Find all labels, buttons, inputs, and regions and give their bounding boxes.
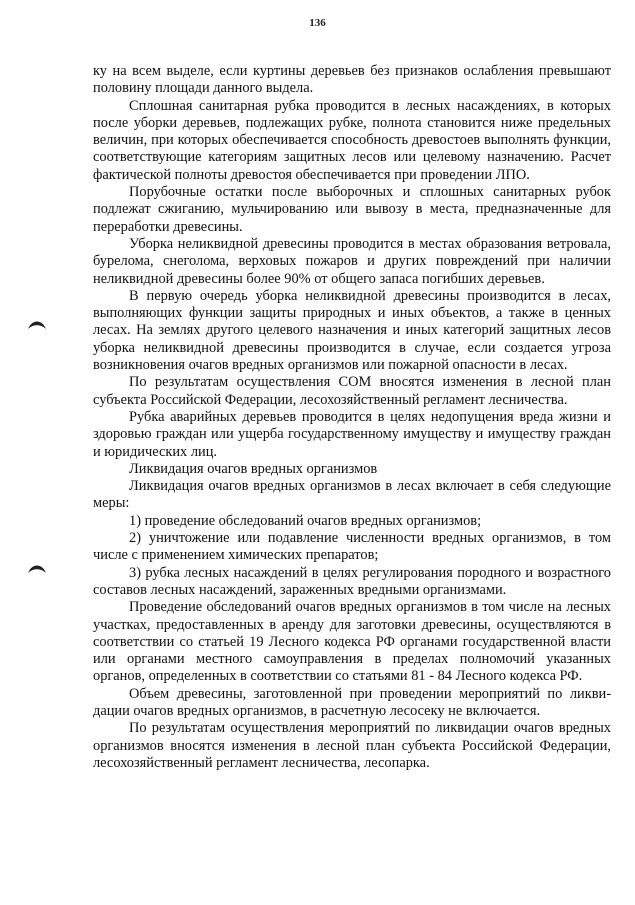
paragraph: Порубочные остатки после выборочных и сплошных санитарных рубок подлежат сжиганию, мульчированию или вывозу в места, предназначенные для переработки древесины. — [93, 184, 611, 235]
list-item: 1) проведение обследований очагов вредных организмов; — [129, 512, 482, 529]
document-body — [93, 63, 611, 772]
paragraph: Ликвидация очагов вредных организмов в лесах включает в себя следующие меры: — [93, 478, 611, 512]
paragraph: По результатам осуществления мероприятий по ликвидации очагов вредных организмов вносятся изменения в лесной план субъекта Российской Федерации, лесохозяйственный регламент лесничества, лесопарка. — [93, 720, 611, 771]
paragraph: Сплошная санитарная рубка проводится в лесных насаждениях, в которых после уборки деревьев, подлежащих рубке, полнота становится ниже предельных величин, при которых обеспечивается способность древостоев выполнять функции, соответствующие категориям защитных лесов или целевому назначению. Расчет фактической полноты древостоя обеспечивается при проведении ЛПО. — [93, 97, 611, 183]
hole-punch-mark-icon — [27, 318, 47, 330]
paragraph: По результатам осуществления СОМ вносятся изменения в лесной план субъекта Российской Федерации, лесохозяйственный регламент лесничества. — [93, 374, 611, 408]
paragraph: ку на всем выделе, если куртины деревьев без признаков ослабления превышают половину площади данного выдела. — [93, 63, 611, 97]
paragraph: Объем древесины, заготовленной при проведении мероприятий по ликвидации очагов вредных организмов, в расчетную лесосеку не включается. — [93, 685, 611, 719]
paragraph: Рубка аварийных деревьев проводится в целях недопущения вреда жизни и здоровью граждан или ущерба государственному имуществу и имуществу граждан и юридических лиц. — [93, 408, 611, 460]
paragraph: Проведение обследований очагов вредных организмов в том числе на лесных участках, предоставленных в аренду для заготовки древесины, осуществляются в соответствии со статьей 19 Лесного кодекса РФ органами государственной власти или органами местного самоуправления в пределах полномочий указанных органов, определенных в соответствии со статьями 81 - 84 Лесного кодекса РФ. — [93, 599, 611, 685]
paragraph: Уборка неликвидной древесины проводится в местах образования ветровала, бурелома, снеголома, верховых пожаров и других повреждений при наличии неликвидной древесины более 90% от общего запаса погибших деревьев. — [93, 235, 611, 287]
list-item: 3) рубка лесных насаждений в целях регулирования породного и возрастного составов лесных насаждений, зараженных вредными организмами. — [93, 564, 611, 598]
page-number: 136 — [309, 17, 326, 29]
section-heading: Ликвидация очагов вредных организмов — [129, 460, 378, 477]
list-item: 2) уничтожение или подавление численности вредных организмов, в том числе с применением химических препаратов; — [93, 530, 611, 564]
hole-punch-mark-icon — [27, 562, 47, 574]
paragraph: В первую очередь уборка неликвидной древесины производится в лесах, выполняющих функции защиты природных и иных объектов, а также в ценных лесах. На землях другого целевого назначения и иных категорий защитных лесов уборка неликвидной древесины производится в случае, если создается угроза возникновения очагов вредных организмов или пожарной опасности в лесах. — [93, 287, 611, 374]
